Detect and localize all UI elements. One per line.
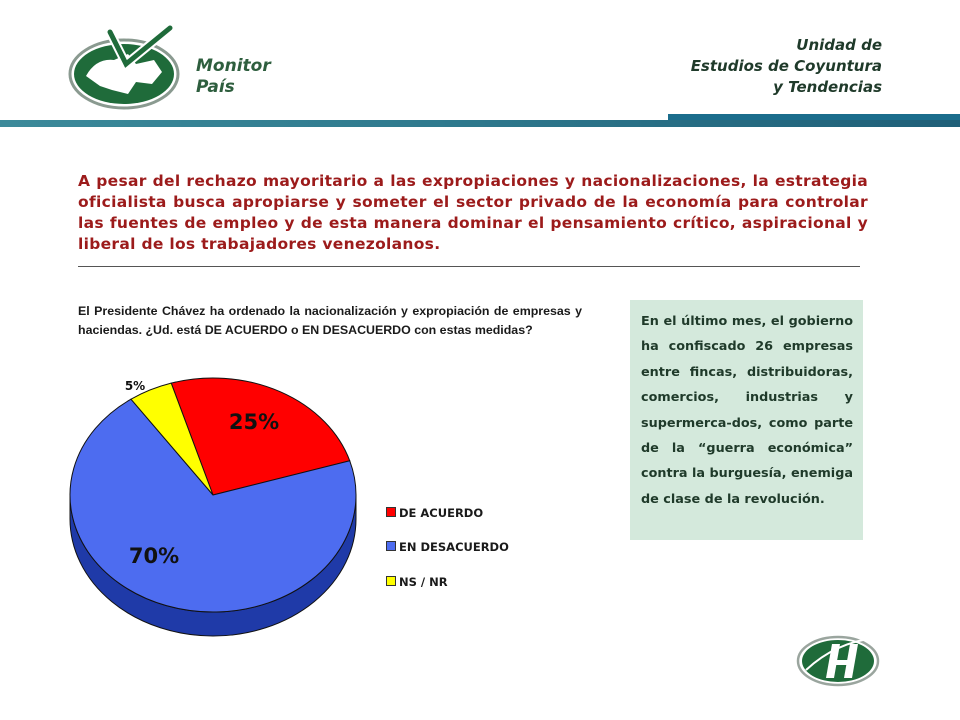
pie-chart <box>0 360 380 650</box>
brand-line2: País <box>196 77 235 97</box>
legend-swatch-en-desacuerdo <box>386 541 396 551</box>
headline-underline <box>78 266 860 267</box>
survey-question: El Presidente Chávez ha ordenado la nacionalización y expropiación de empresas y haciendas. ¿Ud. está DE ACUERDO o EN DESACUERDO con estas medidas? <box>78 304 582 337</box>
unit-line2: Estudios de Coyuntura <box>690 57 882 75</box>
unit-line3: y Tendencias <box>773 78 882 96</box>
pie-label-ns-nr: 5% <box>124 379 146 393</box>
legend-item-ns-nr <box>386 575 448 589</box>
headline: A pesar del rechazo mayoritario a las expropiaciones y nacionalizaciones, la estrategia oficialista busca apropiarse y someter el sector privado de la economía para controlar las fuentes de empleo y de esta manera dominar el pensamiento crítico, aspiracional y liberal de los trabajadores venezolanos. <box>78 172 868 253</box>
legend-label-de-acuerdo: DE ACUERDO <box>399 506 484 520</box>
monitor-pais-logo <box>66 24 186 114</box>
pie-label-de-acuerdo: 25% <box>228 410 280 434</box>
legend-swatch-ns-nr <box>386 576 396 586</box>
note-box <box>630 300 863 540</box>
pie-label-en-desacuerdo: 70% <box>128 544 180 568</box>
pie-slices <box>70 378 356 612</box>
unit-line1: Unidad de <box>796 36 882 54</box>
legend-swatch-de-acuerdo <box>386 507 396 517</box>
legend-item-en-desacuerdo <box>386 540 509 554</box>
header-divider-bar <box>0 120 960 127</box>
brand-name <box>196 56 271 98</box>
note-text: En el último mes, el gobierno ha confiscado 26 empresas entre fincas, distribuidoras, comercios, industrias y supermerca-dos, como parte de la “guerra económica” contra la burguesía, enemiga de clase de la revolución. <box>641 314 853 507</box>
legend-label-ns-nr: NS / NR <box>399 575 448 589</box>
company-logo-icon <box>796 630 880 688</box>
legend-label-en-desacuerdo: EN DESACUERDO <box>399 540 509 554</box>
unit-title <box>691 35 882 98</box>
legend-item-de-acuerdo <box>386 506 483 520</box>
brand-line1: Monitor <box>196 56 271 76</box>
